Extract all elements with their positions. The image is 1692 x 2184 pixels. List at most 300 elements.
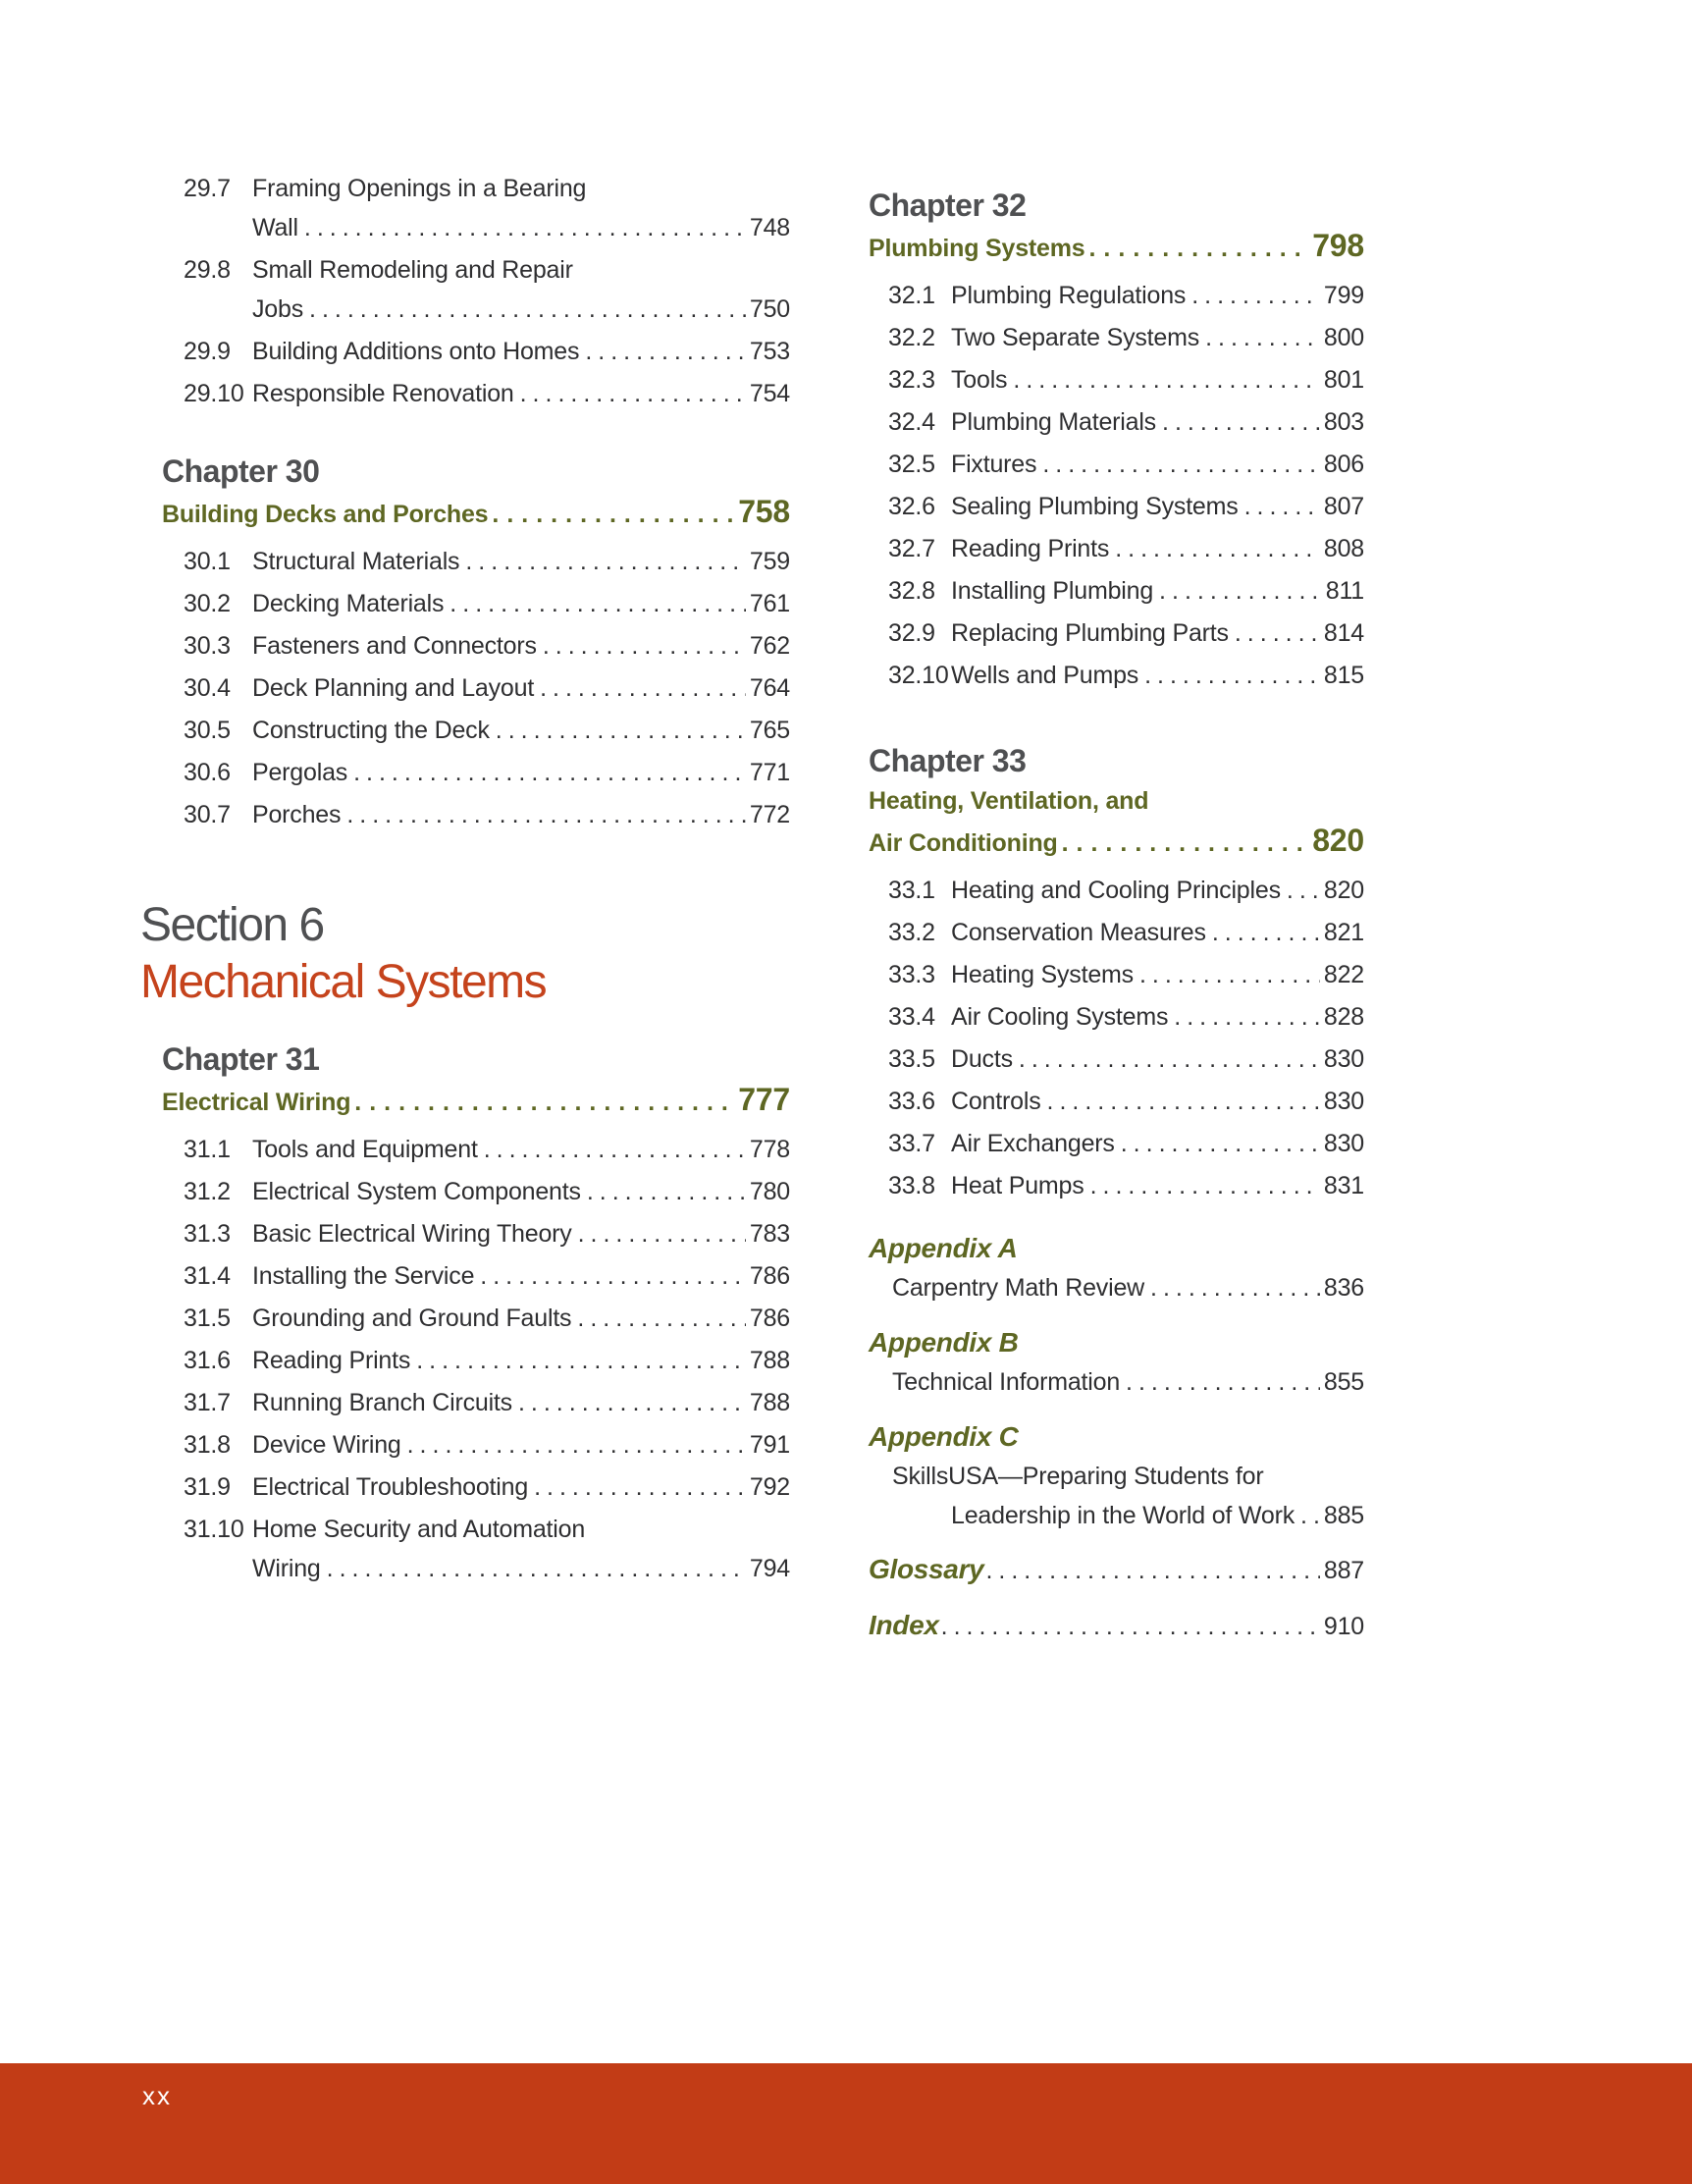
entry-page-number: 831 [1323,1172,1364,1199]
entry-title: Fasteners and Connectors [252,632,537,660]
toc-entry [888,1124,1364,1163]
entry-page-number: 828 [1323,1003,1364,1031]
entry-body [252,1130,790,1169]
entry-page-number: 830 [1323,1045,1364,1073]
entry-body [252,542,790,581]
dot-leader [1047,1082,1320,1121]
chapter-label: Chapter 31 [162,1041,320,1077]
toc-entry [184,1341,790,1380]
entry-number: 32.8 [888,577,935,605]
entry-page-number: 759 [749,548,790,575]
entry-number: 32.10 [888,662,949,689]
dot-leader [941,1606,1320,1647]
entry-number: 30.3 [184,632,231,660]
entry-body [252,1383,790,1422]
dot-leader [1013,360,1320,400]
toc-line [252,1299,790,1338]
entry-body [951,402,1364,442]
section-heading [140,897,790,1011]
appendix-label: Appendix C [869,1421,1019,1452]
entry-number: 33.3 [888,961,935,988]
dot-leader [543,626,746,666]
dot-leader [1244,487,1320,526]
entry-page-number: 799 [1323,282,1364,309]
entry-number: 32.5 [888,451,935,478]
chapter-title: Electrical Wiring [162,1089,351,1116]
entry-body [252,668,790,708]
dot-leader [1126,1362,1320,1402]
entry-body [252,626,790,666]
entry-number: 30.1 [184,548,231,575]
entry-number: 31.3 [184,1220,231,1248]
toc-column-right [869,185,1364,1647]
entry-number: 31.7 [184,1389,231,1416]
appendix-block [869,1229,1364,1307]
toc-column-left [140,169,790,1591]
entry-page-number: 855 [1323,1368,1364,1396]
toc-line [252,626,790,666]
entry-body [252,250,790,329]
entry-number: 30.4 [184,674,231,702]
toc-entry [888,276,1364,315]
toc-line [892,1268,1364,1307]
dot-leader [449,584,746,623]
toc-line [869,781,1364,821]
dot-leader [327,1549,746,1588]
toc-line [951,487,1364,526]
entry-title: Device Wiring [252,1431,401,1459]
entry-number: 33.8 [888,1172,935,1199]
entry-number: 29.9 [184,338,231,365]
entry-page-number: 811 [1325,577,1364,605]
entry-page-number: 788 [749,1347,790,1374]
toc-entry [184,1510,790,1588]
entry-page-number: 762 [749,632,790,660]
entry-body [252,1256,790,1296]
dot-leader [1062,824,1309,863]
entry-title: Replacing Plumbing Parts [951,619,1229,647]
chapter-title: Heating, Ventilation, and [869,787,1149,815]
dot-leader [578,1214,746,1253]
toc-line [252,1467,790,1507]
dot-leader [492,495,734,534]
entry-title: Reading Prints [252,1347,411,1374]
toc-line [951,656,1364,695]
entry-body [252,1299,790,1338]
entry-title: Grounding and Ground Faults [252,1305,572,1332]
toc-line [951,445,1364,484]
entry-body [252,795,790,834]
entry-title: Wiring [252,1555,321,1582]
entry-number: 33.4 [888,1003,935,1031]
toc-entry [888,997,1364,1037]
dot-leader [1115,529,1320,568]
entry-number: 32.9 [888,619,935,647]
dot-leader [518,1383,746,1422]
toc-line [951,1039,1364,1079]
entry-number: 33.6 [888,1088,935,1115]
chapter-block [140,451,790,834]
page-number: xx [142,2081,172,2110]
dot-leader [1300,1496,1320,1535]
dot-leader [304,208,746,247]
toc-entry [888,487,1364,526]
toc-entry [184,1256,790,1296]
entry-title: Decking Materials [252,590,445,617]
toc-line [252,795,790,834]
entry-number: 32.1 [888,282,935,309]
entry-list [140,169,790,413]
entry-number: 32.6 [888,493,935,520]
dot-leader [577,1299,746,1338]
entry-number: 29.8 [184,256,231,284]
entry-body [951,1082,1364,1121]
dot-leader [1159,571,1322,611]
toc-entry [184,1383,790,1422]
toc-entry [888,1039,1364,1079]
toc-line [252,1549,790,1588]
entry-number: 31.9 [184,1473,231,1501]
toc-line [252,753,790,792]
entry-body [951,487,1364,526]
entry-page-number: 765 [749,717,790,744]
backmatter-block [869,1605,1364,1647]
entry-title: Jobs [252,295,304,323]
entry-title: Framing Openings in a Bearing [252,175,587,202]
dot-leader [1042,445,1320,484]
dot-leader [496,711,746,750]
toc-line [951,276,1364,315]
toc-entry [184,1467,790,1507]
chapter-title: Building Decks and Porches [162,501,489,528]
toc-line [892,1457,1364,1496]
toc-entry [888,871,1364,910]
entry-body [951,571,1364,611]
entry-body [951,360,1364,400]
toc-line [951,571,1364,611]
entry-number: 32.7 [888,535,935,562]
dot-leader [985,1550,1319,1591]
toc-entry [888,529,1364,568]
entry-page-number: 753 [749,338,790,365]
entry-body [252,711,790,750]
toc-entry [888,1082,1364,1121]
dot-leader [309,290,746,329]
entry-body [252,169,790,247]
entry-body [252,1510,790,1588]
entry-page-number: 815 [1323,662,1364,689]
dot-leader [1019,1039,1320,1079]
entry-title: Electrical System Components [252,1178,581,1205]
entry-number: 31.5 [184,1305,231,1332]
entry-list [869,871,1364,1205]
toc-line [951,997,1364,1037]
dot-leader [1205,318,1320,357]
toc-line [951,1166,1364,1205]
entry-page-number: 764 [749,674,790,702]
toc-line [252,1130,790,1169]
appendix-title: Leadership in the World of Work [951,1502,1295,1529]
toc-entry [184,1299,790,1338]
entry-title: Basic Electrical Wiring Theory [252,1220,572,1248]
chapter-label: Chapter 30 [162,453,320,489]
entry-page-number: 836 [1323,1274,1364,1302]
entry-body [951,656,1364,695]
toc-entry [888,445,1364,484]
toc-entry [888,613,1364,653]
dot-leader [585,332,746,371]
entry-title: Controls [951,1088,1041,1115]
entry-body [252,1425,790,1465]
entry-page-number: 885 [1323,1502,1364,1529]
entry-page-number: 778 [749,1136,790,1163]
toc-line [252,332,790,371]
entry-page-number: 822 [1323,961,1364,988]
entry-page-number: 794 [749,1555,790,1582]
toc-line [951,402,1364,442]
toc-line [252,1172,790,1211]
dot-leader [1191,276,1320,315]
entry-title: Constructing the Deck [252,717,490,744]
toc-line [951,1124,1364,1163]
entry-page-number: 798 [1312,228,1364,263]
entry-title: Air Cooling Systems [951,1003,1169,1031]
entry-number: 31.6 [184,1347,231,1374]
toc-line [252,1383,790,1422]
entry-body [252,1341,790,1380]
entry-page-number: 791 [749,1431,790,1459]
entry-title: Heating and Cooling Principles [951,877,1281,904]
toc-line [252,584,790,623]
toc-entry [888,955,1364,994]
toc-line [951,1082,1364,1121]
dot-leader [407,1425,746,1465]
toc-line [951,871,1364,910]
entry-page-number: 814 [1323,619,1364,647]
dot-leader [1212,913,1320,952]
toc-entry [888,913,1364,952]
entry-body [951,913,1364,952]
toc-line [252,290,790,329]
appendix-title: Carpentry Math Review [892,1274,1145,1302]
toc-entry [184,668,790,708]
toc-line [252,1425,790,1465]
entry-number: 32.3 [888,366,935,394]
backmatter-label: Index [869,1610,939,1640]
entry-body [951,1166,1364,1205]
toc-line [951,529,1364,568]
toc-entry [888,571,1364,611]
entry-title: Small Remodeling and Repair [252,256,573,284]
entry-title: Sealing Plumbing Systems [951,493,1239,520]
toc-line [869,226,1364,268]
entry-page-number: 807 [1323,493,1364,520]
entry-page-number: 803 [1323,408,1364,436]
entry-title: Building Additions onto Homes [252,338,580,365]
entry-title: Fixtures [951,451,1037,478]
toc-entry [888,360,1364,400]
toc-entry [184,542,790,581]
toc-entry [184,1130,790,1169]
toc-line [252,250,790,290]
dot-leader [540,668,746,708]
entry-title: Home Security and Automation [252,1516,586,1543]
entry-number: 31.2 [184,1178,231,1205]
toc-line [252,711,790,750]
entry-page-number: 777 [738,1082,790,1117]
entry-page-number: 772 [749,801,790,828]
entry-body [252,1214,790,1253]
dot-leader [1139,955,1320,994]
entry-page-number: 786 [749,1262,790,1290]
entry-page-number: 783 [749,1220,790,1248]
entry-title: Running Branch Circuits [252,1389,512,1416]
toc-entry [184,374,790,413]
entry-title: Tools and Equipment [252,1136,478,1163]
dot-leader [1150,1268,1320,1307]
entry-page-number: 792 [749,1473,790,1501]
toc-line [252,208,790,247]
toc-line [252,1214,790,1253]
entry-title: Pergolas [252,759,348,786]
toc-line [869,821,1364,863]
dot-leader [1174,997,1320,1037]
toc-line [951,613,1364,653]
dot-leader [1287,871,1320,910]
backmatter-label: Glossary [869,1554,984,1584]
entry-number: 33.2 [888,919,935,946]
toc-line [951,955,1364,994]
entry-number: 30.7 [184,801,231,828]
entry-title: Plumbing Materials [951,408,1156,436]
entry-page-number: 820 [1323,877,1364,904]
dot-leader [1162,402,1320,442]
entry-page-number: 806 [1323,451,1364,478]
entry-body [951,613,1364,653]
toc-line [252,374,790,413]
toc-entry [184,584,790,623]
chapter-continuation [140,169,790,413]
footer-bar [0,2063,1692,2184]
entry-title: Plumbing Regulations [951,282,1187,309]
entry-page-number: 801 [1323,366,1364,394]
toc-entry [184,753,790,792]
entry-number: 31.8 [184,1431,231,1459]
dot-leader [520,374,746,413]
chapter-block [140,1039,790,1588]
entry-body [252,1467,790,1507]
entry-title: Heating Systems [951,961,1134,988]
toc-entry [184,795,790,834]
entry-title: Air Exchangers [951,1130,1115,1157]
dot-leader [587,1172,746,1211]
toc-line [252,668,790,708]
entry-title: Wells and Pumps [951,662,1139,689]
entry-body [252,374,790,413]
dot-leader [1121,1124,1320,1163]
entry-body [951,1124,1364,1163]
toc-line [162,1080,790,1122]
toc-line [252,1256,790,1296]
entry-page-number: 910 [1323,1613,1364,1640]
entry-number: 31.1 [184,1136,231,1163]
entry-body [252,1172,790,1211]
toc-line [892,1362,1364,1402]
entry-page-number: 788 [749,1389,790,1416]
dot-leader [534,1467,746,1507]
toc-line [252,169,790,208]
toc-entry [888,1166,1364,1205]
entry-page-number: 821 [1323,919,1364,946]
entry-list [140,542,790,834]
entry-page-number: 830 [1323,1130,1364,1157]
entry-page-number: 761 [749,590,790,617]
entry-page-number: 758 [738,494,790,529]
entry-number: 32.4 [888,408,935,436]
entry-title: Installing the Service [252,1262,475,1290]
appendix-title: Technical Information [892,1368,1121,1396]
toc-line [252,1510,790,1549]
entry-body [951,955,1364,994]
toc-line [951,318,1364,357]
entry-page-number: 754 [749,380,790,407]
entry-page-number: 887 [1323,1557,1364,1584]
entry-body [951,997,1364,1037]
entry-body [951,276,1364,315]
entry-number: 33.7 [888,1130,935,1157]
entry-title: Electrical Troubleshooting [252,1473,529,1501]
entry-title: Wall [252,214,298,241]
chapter-label: Chapter 33 [869,743,1027,778]
section-label: Section 6 [140,899,324,951]
entry-title: Responsible Renovation [252,380,514,407]
entry-body [951,445,1364,484]
backmatter-row [869,1605,1364,1647]
entry-page-number: 808 [1323,535,1364,562]
entry-page-number: 750 [749,295,790,323]
dot-leader [353,753,746,792]
dot-leader [465,542,746,581]
appendix-block [869,1417,1364,1535]
entry-body [951,529,1364,568]
entry-title: Heat Pumps [951,1172,1084,1199]
toc-entry [888,656,1364,695]
entry-body [252,753,790,792]
chapter-title: Air Conditioning [869,829,1058,857]
entry-page-number: 830 [1323,1088,1364,1115]
toc-entry [184,332,790,371]
dot-leader [1088,229,1308,268]
entry-number: 31.10 [184,1516,244,1543]
entry-list [140,1130,790,1588]
entry-title: Conservation Measures [951,919,1206,946]
entry-page-number: 786 [749,1305,790,1332]
toc-entry [184,1425,790,1465]
entry-page-number: 748 [749,214,790,241]
toc-entry [184,626,790,666]
dot-leader [346,795,746,834]
entry-page-number: 820 [1312,823,1364,858]
appendix-block [869,1323,1364,1402]
backmatter-block [869,1549,1364,1591]
chapter-label: Chapter 32 [869,187,1027,223]
entry-title: Porches [252,801,342,828]
entry-page-number: 771 [749,759,790,786]
toc-entry [184,1172,790,1211]
entry-page-number: 800 [1323,324,1364,351]
entry-title: Installing Plumbing [951,577,1154,605]
entry-number: 30.5 [184,717,231,744]
